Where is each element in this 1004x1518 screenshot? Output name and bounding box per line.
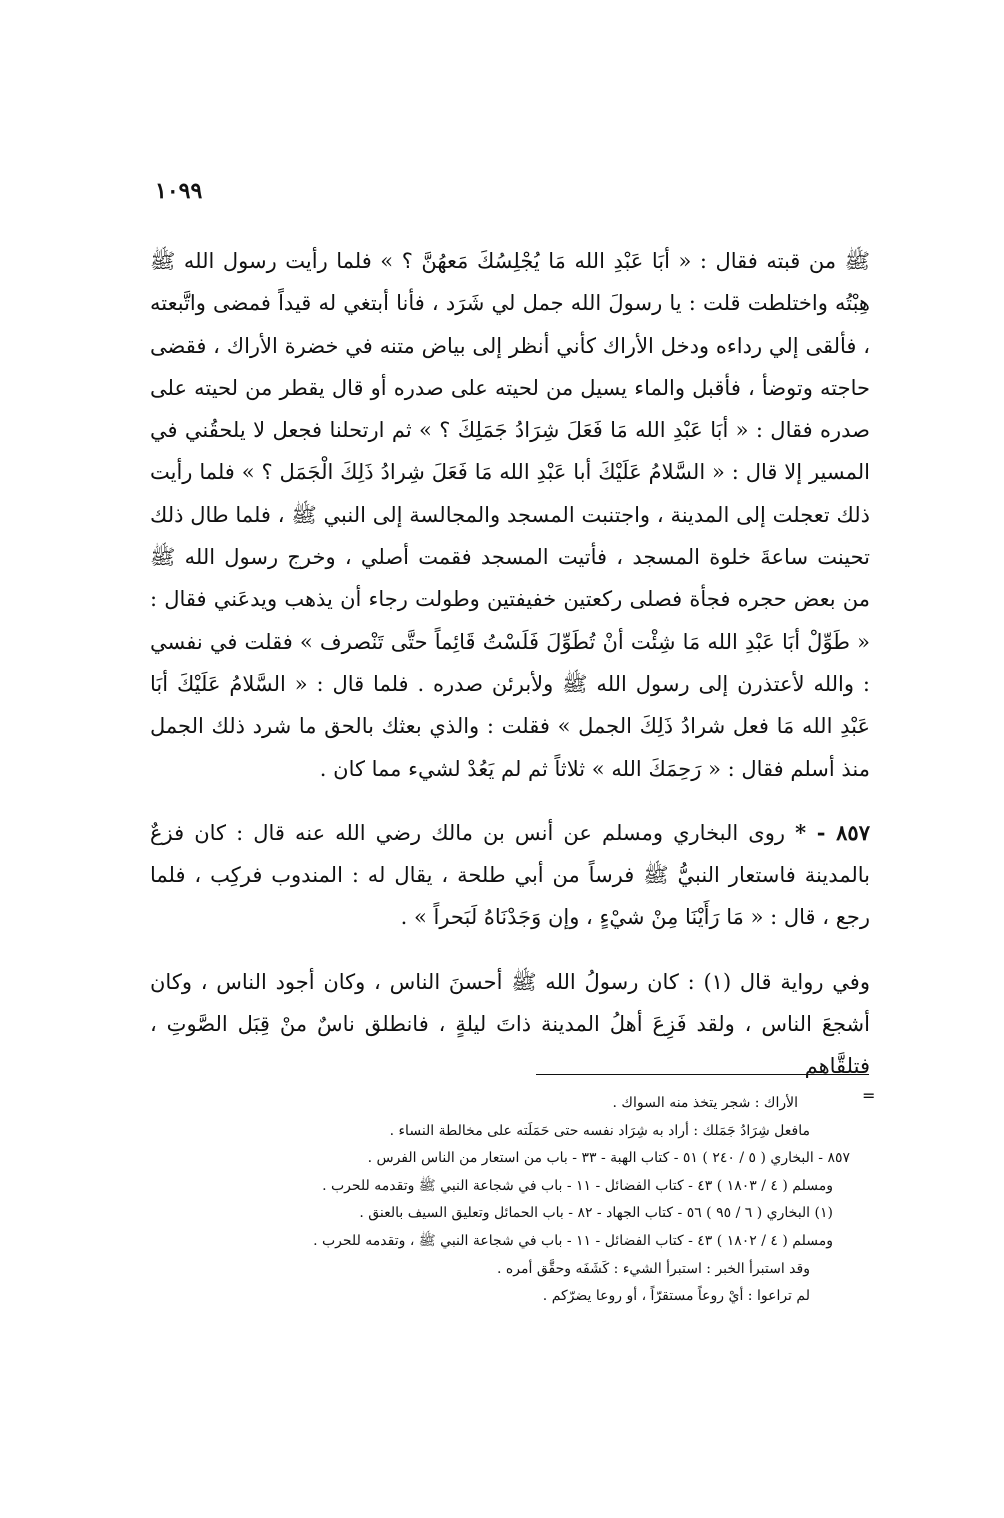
footnote: (١) البخاري ( ٦ / ٩٥ ) ٥٦ - كتاب الجهاد - ٨٢ - باب الحمائل وتعليق السيف بالعنق . xyxy=(359,1205,833,1222)
footnote: مافعل شِرَادُ جَمَلك : أراد به شِرَاد نفسه حتى حَمَلَته على مخالطة النساء . xyxy=(389,1122,810,1139)
footnote: الأراك : شجر يتخذ منه السواك . xyxy=(612,1095,798,1111)
paragraph-text: وفي رواية قال (١) : كان رسولُ الله ﷺ أحسنَ الناس ، وكان أجود الناس ، وكان أشجعَ الناس ، ولقد فَزِعَ أهلُ المدينة ذاتَ ليلةٍ ، فانطلق ناسٌ منْ قِبَل الصَّوتِ ، فتلقَّاهم xyxy=(150,969,870,1079)
hadith-number: ٨٥٧ - * xyxy=(795,819,870,845)
paragraph-text: روى البخاري ومسلم عن أنس بن مالك رضي الله عنه قال : كان فزعٌ بالمدينة فاستعار النبيُّ ﷺ فرساً من أبي طلحة ، يقال له : المندوب فركِب ، فلما رجع ، قال : « مَا رَأَيْنَا مِنْ شيْءٍ ، وإن وَجَدْنَاهُ لَبَحراً » . xyxy=(150,820,870,930)
footnote: لم تراعوا : أيْ روعاً مستقرّاً ، أو روعا يضرّكم . xyxy=(542,1288,810,1305)
paragraph xyxy=(150,240,870,790)
footnote: ومسلم ( ٤ / ١٨٠٢ ) ٤٣ - كتاب الفضائل - ١١ - باب في شجاعة النبي ﷺ ، وتقدمه للحرب . xyxy=(313,1232,833,1249)
footnotes xyxy=(150,1090,850,1311)
footnote: ٨٥٧ - البخاري ( ٥ / ٢٤٠ ) ٥١ - كتاب الهبة - ٣٣ - باب من استعار من الناس الفرس . xyxy=(367,1150,850,1167)
continuation-mark: = xyxy=(862,1086,876,1105)
footnotes-divider xyxy=(536,1074,869,1075)
paragraph xyxy=(150,961,870,1088)
footnote: وقد استبرأ الخبر : استبرأ الشيء : كَشَفَه وحقَّق أمره . xyxy=(497,1260,810,1277)
main-text xyxy=(150,240,870,1088)
footnote: ومسلم ( ٤ / ١٨٠٣ ) ٤٣ - كتاب الفضائل - ١١ - باب في شجاعة النبي ﷺ وتقدمه للحرب . xyxy=(322,1177,833,1194)
paragraph-hadith-857 xyxy=(150,812,870,939)
page-number: ١٠٩٩ xyxy=(155,178,203,204)
paragraph-text: ﷺ من قبته فقال : « أبَا عَبْدِ الله مَا يُجْلِسُكَ مَعهُنَّ ؟ » فلما رأيت رسول الله ﷺ هِبْتُه واختلطت قلت : يا رسولَ الله جمل لي شَرَد ، فأنا أبتغي له قيداً فمضى واتَّبعته ، فألقى إلي رداءه ودخل الأراك كأني أنظر إلى بياض متنه في خضرة الأراك ، فقضى حاجته وتوضأ ، فأقبل والماء يسيل من لحيته على صدره أو قال يقطر من لحيته على صدره فقال : « أبَا عَبْدِ الله مَا فَعَلَ شِرَادُ جَمَلِكَ ؟ » ثم ارتحلنا فجعل لا يلحقُني في المسير إلا قال : « السَّلامُ عَلَيْكَ أبا عَبْدِ الله مَا فَعَلَ شِرادُ ذَلِكَ الْجَمَل ؟ » فلما رأيت ذلك تعجلت إلى المدينة ، واجتنبت المسجد والمجالسة إلى النبي ﷺ ، فلما طال ذلك تحينت ساعةَ خلوة المسجد ، فأتيت المسجد فقمت أصلي ، وخرج رسول الله ﷺ من بعض حجره فجأة فصلى ركعتين خفيفتين وطولت رجاء أن يذهب ويدعَني فقال : « طَوِّلْ أبَا عَبْدِ الله مَا شِئْت أنْ تُطَوِّلَ فَلَسْتُ قَائِماً حتَّى تَنْصرف » فقلت في نفسي : والله لأعتذرن إلى رسول الله ﷺ ولأبرئن صدره . فلما قال : « السَّلامُ عَلَيْكَ أبَا عَبْدِ الله مَا فعل شرادُ ذَلِكَ الجمل » فقلت : والذي بعثك بالحق ما شرد ذلك الجمل منذ أسلم فقال : « رَحِمَكَ الله » ثلاثاً ثم لم يَعُدْ لشيء مما كان . xyxy=(150,249,870,781)
